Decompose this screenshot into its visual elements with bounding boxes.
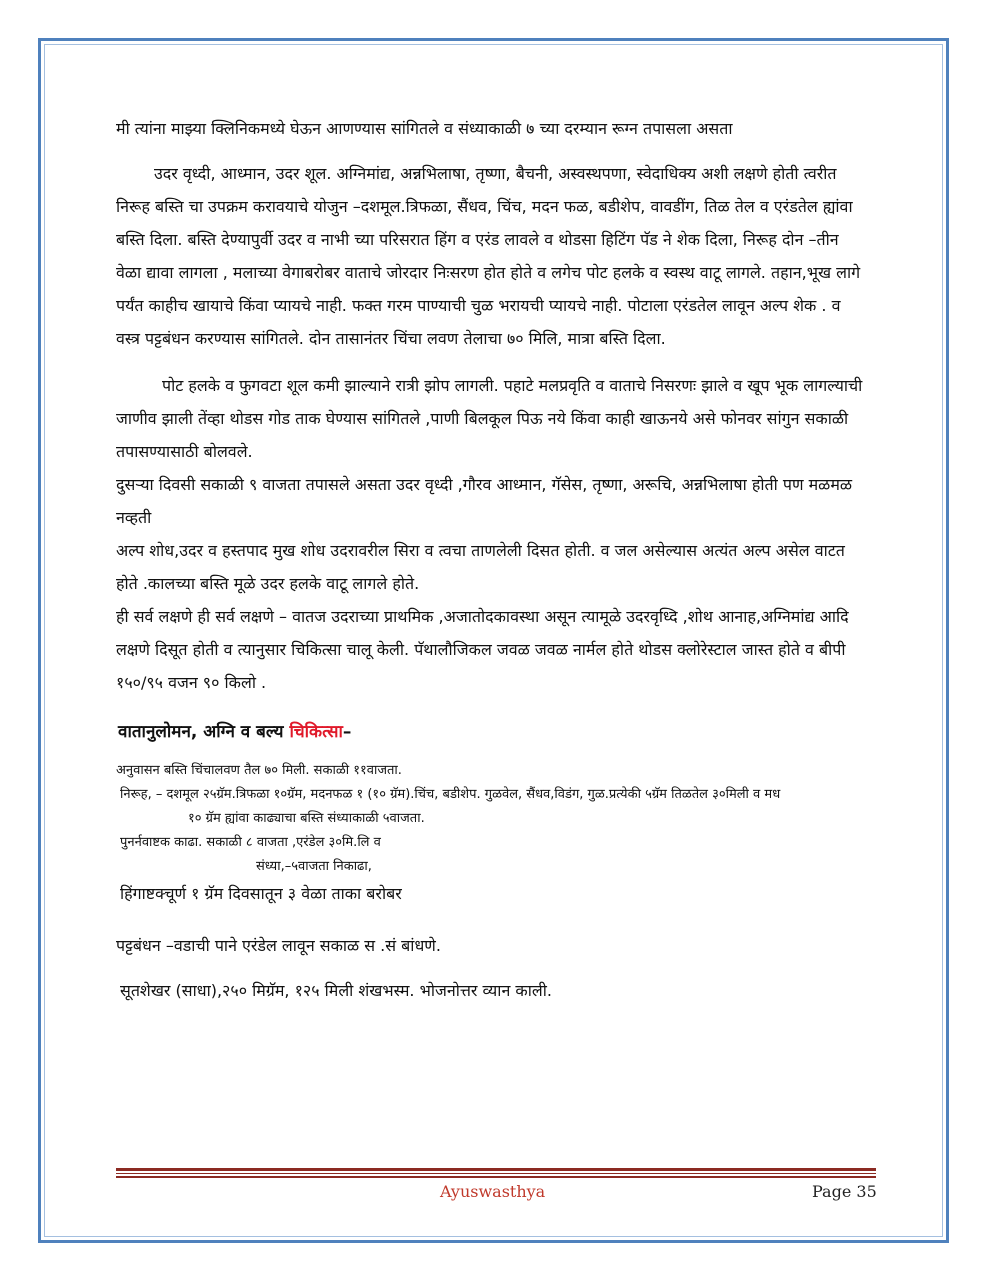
footer-title: Ayuswasthya: [440, 1182, 546, 1201]
treatment-line-3: १० ग्रॅम ह्यांवा काढ्याचा बस्ति संध्याकाळी ५वाजता.: [188, 811, 425, 826]
closing-bandage: पट्टबंधन –वडाची पाने एरंडेल लावून सकाळ स .सं बांधणे.: [116, 936, 441, 955]
page-number: Page 35: [812, 1182, 877, 1201]
paragraph-symptoms: उदर वृध्दी, आध्मान, उदर शूल. अग्निमांद्य, अन्नभिलाषा, तृष्णा, बैचनी, अस्वस्थपणा, स्वेदाधिक्य अशी लक्षणे होती त्वरीत निरूह बस्ति चा उपक्रम करावयाचे योजुन –दशमूल.त्रिफळा, सैंधव, चिंच, मदन फळ, बडीशेप, वावडींग, तिळ तेल व एरंडतेल ह्यांवा बस्ति दिला. बस्ति देण्यापुर्वी उदर व नाभी च्या परिसरात हिंग व एरंड लावले व थोडसा हिटिंग पॅड ने शेक दिला, निरूह दोन –तीन वेळा द्यावा लागला , मलाच्या वेगाबरोबर वाताचे जोरदार निःसरण होत होते व लगेच पोट हलके व स्वस्थ वाटू लागले. तहान,भूख लागे पर्यंत काहीच खायाचे किंवा प्यायचे नाही. फक्त गरम पाण्याची चुळ भरायची प्यायचे नाही. पोटाला एरंडतेल लावून अल्प शेक . व वस्त्र पट्टबंधन करण्यास सांगितले. दोन तासानंतर चिंचा लवण तेलाचा ७० मिलि, मात्रा बस्ति दिला.: [116, 164, 861, 348]
treatment-line-5: संध्या,–५वाजता निकाढा,: [256, 859, 372, 874]
treatment-line-6: हिंगाष्टक्चूर्ण १ ग्रॅम दिवसातून ३ वेळा ताका बरोबर: [120, 884, 402, 903]
heading-highlight: चिकित्सा: [289, 722, 343, 742]
footer-rule-thin: [116, 1173, 876, 1174]
treatment-line-4: पुनर्नवाष्टक काढा. सकाळी ८ वाजता ,एरंडेल ३०मि.लि व: [120, 835, 381, 850]
footer-rule: [116, 1168, 876, 1171]
treatment-line-1: अनुवासन बस्ति चिंचालवण तैल ७० मिली. सकाळी ११वाजता.: [116, 763, 402, 778]
footer-rule-bottom: [116, 1176, 876, 1178]
treatment-line-2: निरूह, – दशमूल २५ग्रॅम.त्रिफळा १०ग्रॅम, मदनफळ १ (१० ग्रॅम).चिंच, बडीशेप. गुळवेल, सैंधव,विडंग, गुळ.प्रत्येकी ५ग्रॅम तिळतेल ३०मिली व मध: [120, 787, 781, 802]
paragraph-intro: मी त्यांना माझ्या क्लिनिकमध्ये घेऊन आणण्यास सांगितले व संध्याकाळी ७ च्या दरम्यान रूग्न तपासला असता: [116, 119, 733, 138]
paragraph-night: पोट हलके व फुगवटा शूल कमी झाल्याने रात्री झोप लागली. पहाटे मलप्रवृति व वाताचे निसरणः झाले व खूप भूक लागल्याची जाणीव झाली तेंव्हा थोडस गोड ताक घेण्यास सांगितले ,पाणी बिलकूल पिऊ नये किंवा काही खाऊनये असे फोनवर सांगुन सकाळी तपासण्यासाठी बोलवले.: [116, 376, 863, 461]
treatment-heading: [118, 717, 868, 747]
heading-dash: –: [342, 722, 352, 742]
heading-text: वातानुलोमन, अग्नि व बल्य: [118, 722, 290, 742]
page-content: [116, 112, 868, 1007]
paragraph-next-day: दुसऱ्या दिवसी सकाळी ९ वाजता तपासले असता उदर वृध्दी ,गौरव आध्मान, गॅसेस, तृष्णा, अरूचि, अन्नभिलाषा होती पण मळमळ नव्हती: [116, 475, 853, 527]
paragraph-diagnosis: ही सर्व लक्षणे ही सर्व लक्षणे – वातज उदराच्या प्राथमिक ,अजातोदकावस्था असून त्यामूळे उदरवृध्दि ,शोथ आनाह,अग्निमांद्य आदि लक्षणे दिसूत होती व त्यानुसार चिकित्सा चालू केली. पॅथालौजिकल जवळ जवळ नार्मल होते थोडस क्लोरेस्टाल जास्त होते व बीपी १५०/९५ वजन ९० किलो .: [116, 607, 849, 692]
paragraph-swelling: अल्प शोध,उदर व हस्तपाद मुख शोध उदरावरील सिरा व त्वचा ताणलेली दिसत होती. व जल असेल्यास अत्यंत अल्प असेल वाटत होते .कालच्या बस्ति मूळे उदर हलके वाटू लागले होते.: [116, 541, 845, 593]
closing-medicine: सूतशेखर (साधा),२५० मिग्रॅम, १२५ मिली शंखभस्म. भोजनोत्तर व्यान काली.: [120, 981, 552, 1000]
